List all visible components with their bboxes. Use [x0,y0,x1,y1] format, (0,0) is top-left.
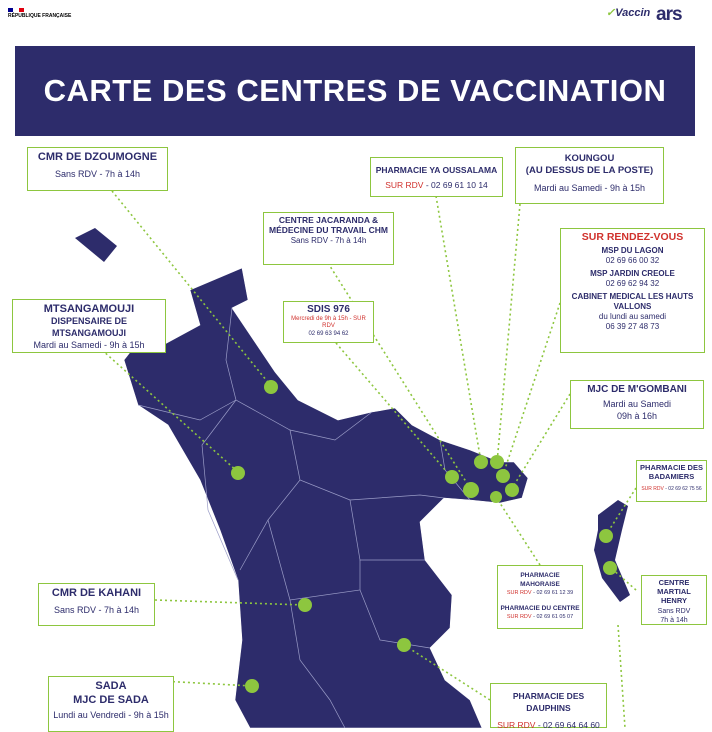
marker-martial-henry [603,561,617,575]
box-kahani: CMR DE KAHANI Sans RDV - 7h à 14h [38,583,155,626]
marker-rdv [496,469,510,483]
marker-jacaranda [463,482,479,498]
vaccin-logo: ✓Vaccin [606,7,651,19]
box-sada: SADA MJC DE SADA Lundi au Vendredi - 9h à 15h [48,676,174,732]
petite-terre [594,500,630,602]
box-dzoumogne: CMR DE DZOUMOGNE Sans RDV - 7h à 14h [27,147,168,191]
box-ya-oussalama: PHARMACIE YA OUSSALAMA SUR RDV - 02 69 61 10 14 [370,157,503,197]
marker-ya-oussalama [474,455,488,469]
box-sdis: SDIS 976 Mercredi de 9h à 15h - SUR RDV 02 69 63 94 62 [283,301,374,343]
marker-dauphins [397,638,411,652]
box-jacaranda: CENTRE JACARANDA & MÉDECINE DU TRAVAIL CHM Sans RDV - 7h à 14h [263,212,394,265]
ars-logo: ars [656,4,682,25]
box-dauphins: PHARMACIE DES DAUPHINS SUR RDV - 02 69 64 64 60 [490,683,607,728]
marker-kahani [298,598,312,612]
marker-dzoumogne [264,380,278,394]
box-mtsangamouji: MTSANGAMOUJI DISPENSAIRE DE MTSANGAMOUJI Mardi au Samedi - 9h à 15h [12,299,166,353]
marker-mahoraise [490,491,502,503]
marker-mgombani [505,483,519,497]
box-mahoraise-centre: PHARMACIE MAHORAISE SUR RDV - 02 69 61 12 39 PHARMACIE DU CENTRE SUR RDV - 02 69 61 05 07 [497,565,583,629]
box-sur-rendez-vous: SUR RENDEZ-VOUS MSP DU LAGON 02 69 66 00 32 MSP JARDIN CREOLE 02 69 62 94 32 CABINET MEDICAL LES HAUTS VALLONS du lundi au samedi 06 39 27 48 73 [560,228,705,353]
marker-mtsangamouji [231,466,245,480]
box-badamiers: PHARMACIE DES BADAMIERS SUR RDV - 02 69 62 75 56 [636,460,707,502]
marker-sdis [445,470,459,484]
box-martial-henry: CENTRE MARTIAL HENRY Sans RDV 7h à 14h [641,575,707,625]
marker-badamiers [599,529,613,543]
islet-nw [75,228,117,262]
marker-sada [245,679,259,693]
box-koungou: KOUNGOU (AU DESSUS DE LA POSTE) Mardi au Samedi - 9h à 15h [515,147,664,204]
page-title: CARTE DES CENTRES DE VACCINATION [43,73,667,108]
marker-koungou [490,455,504,469]
box-mgombani: MJC DE M'GOMBANI Mardi au Samedi 09h à 16h [570,380,704,429]
republic-text: RÉPUBLIQUE FRANÇAISE [8,13,72,19]
